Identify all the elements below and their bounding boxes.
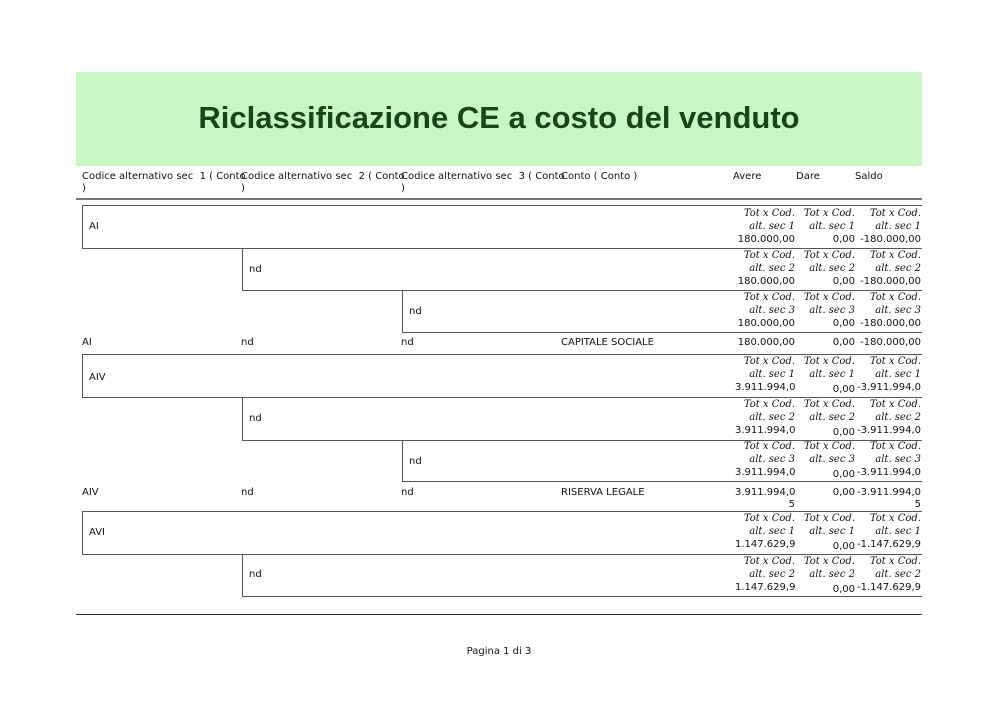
group-total-box xyxy=(82,354,922,398)
header-col3-cont: ) xyxy=(401,183,405,194)
header-col2: Codice alternativo sec 2 ( Conto ) xyxy=(241,171,405,194)
group-label: AIV xyxy=(89,372,106,383)
detail-avere: 3.911.994,0 5 xyxy=(735,487,796,510)
subtotal-dare-sec3: Tot x Cod. alt. sec 3 0,00 xyxy=(803,292,855,329)
header-avere: Avere xyxy=(733,171,762,182)
subtotal-avere-sec3: Tot x Cod. alt. sec 3 3.911.994,0 xyxy=(735,441,796,478)
subtotal-label-sec3: nd xyxy=(409,456,422,467)
subtotal-avere-sec2: Tot x Cod. alt. sec 2 3.911.994,0 xyxy=(735,399,796,436)
subtotal-saldo-sec2: Tot x Cod. alt. sec 2 -180.000,00 xyxy=(860,250,921,287)
detail-col1: AI xyxy=(82,337,92,348)
subtotal-dare-sec3: Tot x Cod. alt. sec 3 0,00 xyxy=(803,441,855,480)
header-rule xyxy=(76,198,922,200)
detail-col3: nd xyxy=(401,487,414,498)
total-saldo: Tot x Cod. alt. sec 1 -180.000,00 xyxy=(860,208,921,245)
subtotal-avere-sec3: Tot x Cod. alt. sec 3 180.000,00 xyxy=(737,292,795,329)
subtotal-label-sec2: nd xyxy=(249,569,262,580)
group-total-box xyxy=(82,205,922,249)
total-dare: Tot x Cod. alt. sec 1 0,00 xyxy=(803,513,855,552)
total-avere: Tot x Cod. alt. sec 1 3.911.994,0 xyxy=(735,356,796,393)
detail-dare: 0,00 xyxy=(832,337,855,348)
footer-rule xyxy=(76,614,922,615)
total-avere: Tot x Cod. alt. sec 1 1.147.629,9 xyxy=(735,513,796,550)
detail-saldo: -180.000,00 xyxy=(860,337,921,348)
subtotal-dare-sec2: Tot x Cod. alt. sec 2 0,00 xyxy=(803,399,855,438)
subtotal-saldo-sec2: Tot x Cod. alt. sec 2 -3.911.994,0 xyxy=(857,399,922,436)
total-saldo: Tot x Cod. alt. sec 1 -1.147.629,9 xyxy=(857,513,922,550)
detail-conto: CAPITALE SOCIALE xyxy=(561,337,654,348)
detail-col3: nd xyxy=(401,337,414,348)
total-dare: Tot x Cod. alt. sec 1 0,00 xyxy=(803,356,855,395)
total-avere: Tot x Cod. alt. sec 1 180.000,00 xyxy=(737,208,795,245)
total-saldo: Tot x Cod. alt. sec 1 -3.911.994,0 xyxy=(857,356,922,393)
detail-dare: 0,00 xyxy=(832,487,855,498)
subtotal-dare-sec2: Tot x Cod. alt. sec 2 0,00 xyxy=(803,556,855,595)
subtotal-avere-sec2: Tot x Cod. alt. sec 2 180.000,00 xyxy=(737,250,795,287)
subtotal-label-sec2: nd xyxy=(249,413,262,424)
subtotal-label-sec3: nd xyxy=(409,306,422,317)
subtotal-label-sec2: nd xyxy=(249,264,262,275)
report-title: Riclassificazione CE a costo del venduto xyxy=(198,100,800,135)
total-dare: Tot x Cod. alt. sec 1 0,00 xyxy=(803,208,855,245)
group-label: AVI xyxy=(89,527,105,538)
subtotal-dare-sec2: Tot x Cod. alt. sec 2 0,00 xyxy=(803,250,855,287)
detail-col1: AIV xyxy=(82,487,99,498)
header-col1: Codice alternativo sec 1 ( Conto ) xyxy=(82,171,246,194)
header-dare: Dare xyxy=(796,171,820,182)
group-total-box xyxy=(82,511,922,555)
subtotal-avere-sec2: Tot x Cod. alt. sec 2 1.147.629,9 xyxy=(735,556,796,593)
subtotal-saldo-sec2: Tot x Cod. alt. sec 2 -1.147.629,9 xyxy=(857,556,922,593)
detail-saldo: -3.911.994,0 5 xyxy=(857,487,922,510)
detail-avere: 180.000,00 xyxy=(737,337,795,348)
header-saldo: Saldo xyxy=(855,171,883,182)
header-conto: Conto ( Conto ) xyxy=(561,171,638,182)
detail-col2: nd xyxy=(241,337,254,348)
detail-col2: nd xyxy=(241,487,254,498)
page-number: Pagina 1 di 3 xyxy=(466,646,532,657)
group-label: AI xyxy=(89,221,99,232)
detail-conto: RISERVA LEGALE xyxy=(561,487,645,498)
subtotal-saldo-sec3: Tot x Cod. alt. sec 3 -180.000,00 xyxy=(860,292,921,329)
header-col3: Codice alternativo sec 3 ( Conto xyxy=(401,171,565,182)
subtotal-saldo-sec3: Tot x Cod. alt. sec 3 -3.911.994,0 xyxy=(857,441,922,478)
